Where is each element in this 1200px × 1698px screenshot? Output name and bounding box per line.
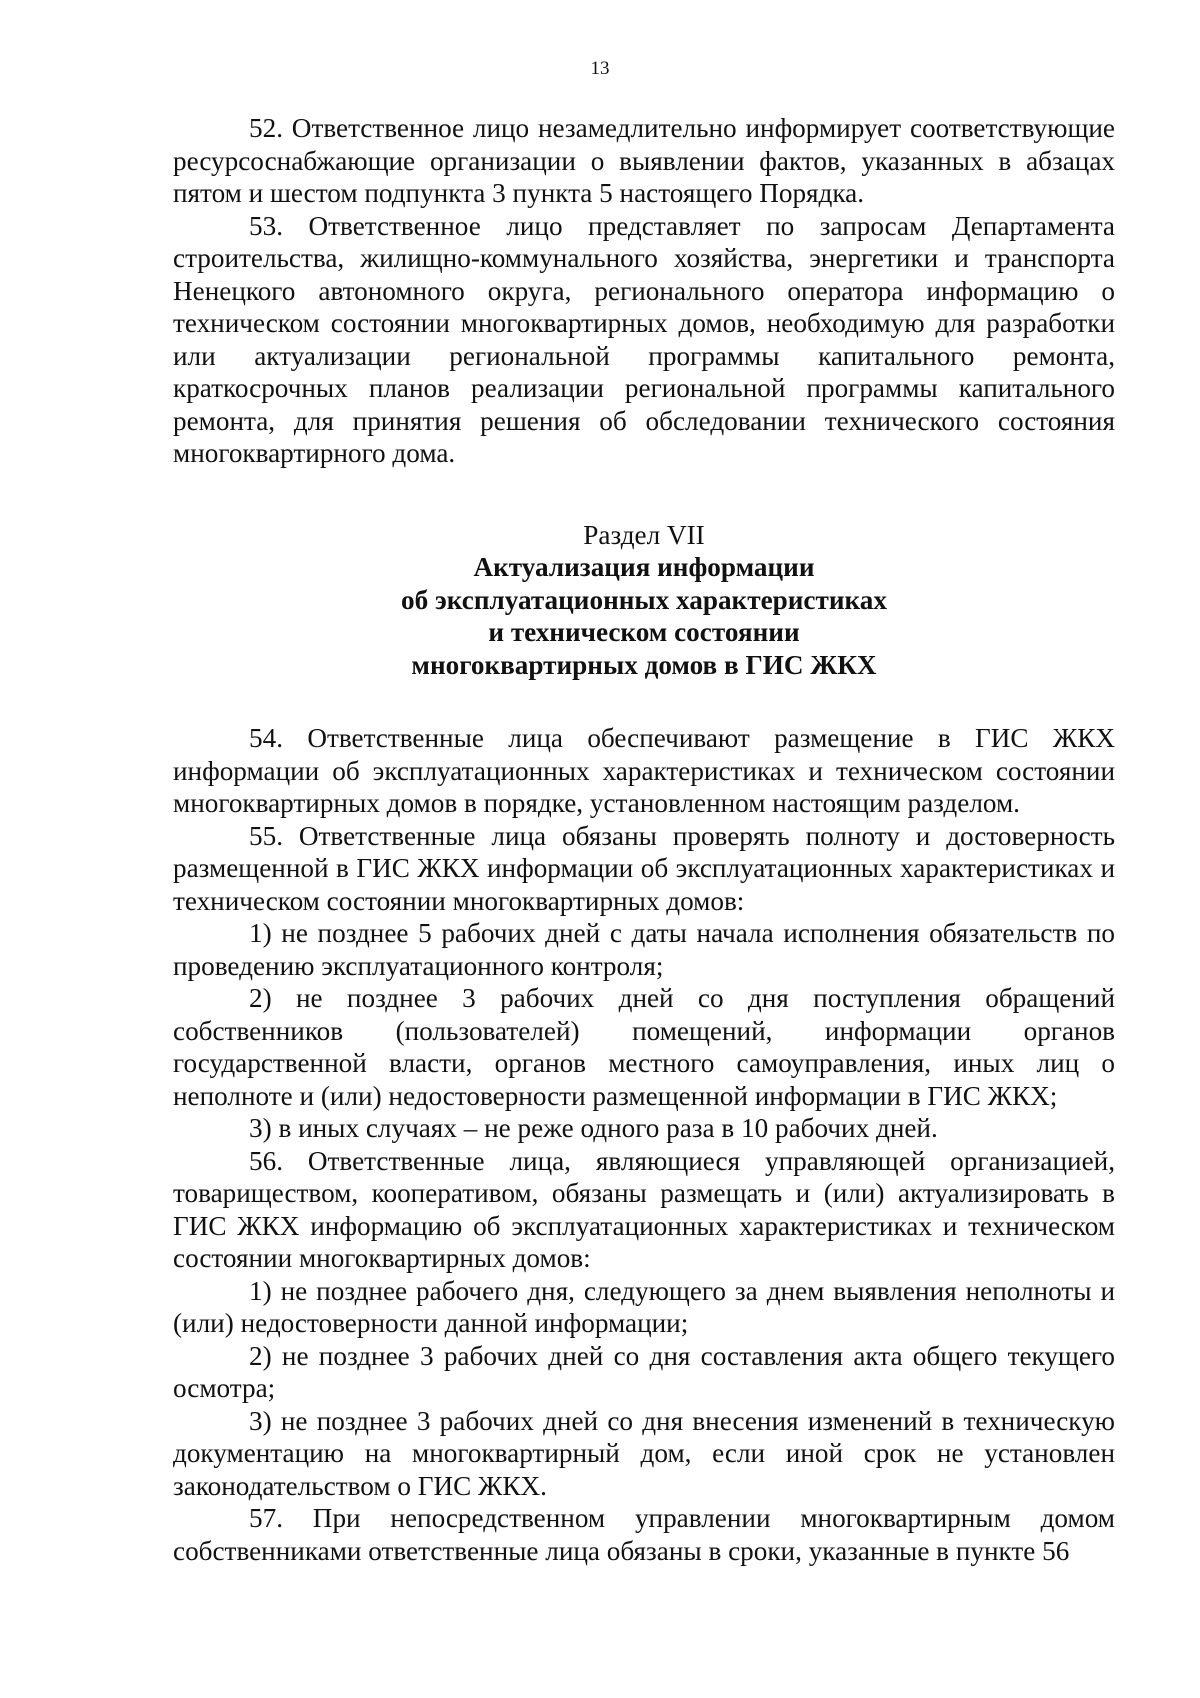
paragraph-55-item-1: 1) не позднее 5 рабочих дней с даты начала исполнения обязательств по проведению эксплуатационного контроля; (173, 918, 1115, 981)
paragraph-55-item-2: 2) не позднее 3 рабочих дней со дня поступления обращений собственников (пользователей) помещений, информации органов государственной власти, органов местного самоуправления, иных лиц о неполноте и (или) недостоверности размещенной информации в ГИС ЖКХ; (173, 983, 1115, 1111)
paragraph-55-item-3: 3) в иных случаях – не реже одного раза в 10 рабочих дней. (249, 1113, 938, 1143)
section-heading-line: и техническом состоянии (488, 617, 800, 647)
page-number: 13 (590, 58, 610, 79)
paragraph-56-item-3: 3) не позднее 3 рабочих дней со дня внесения изменений в техническую документацию на многоквартирный дом, если иной срок не установлен законодательством о ГИС ЖКХ. (173, 1405, 1115, 1501)
paragraph-56-item-1: 1) не позднее рабочего дня, следующего за днем выявления неполноты и (или) недостоверности данной информации; (173, 1275, 1115, 1338)
paragraph-53: 53. Ответственное лицо представляет по запросам Департамента строительства, жилищно-коммунального хозяйства, энергетики и транспорта Ненецкого автономного округа, регионального оператора информацию о техническом состоянии многоквартирных домов, необходимую для разработки или актуализации региональной программы капитального ремонта, краткосрочных планов реализации региональной программы капитального ремонта, для принятия решения об обследовании технического состояния многоквартирного дома. (173, 210, 1115, 468)
paragraph-57: 57. При непосредственном управлении многоквартирным домом собственниками ответственные лица обязаны в сроки, указанные в пункте 56 (173, 1503, 1115, 1566)
paragraph-52: 52. Ответственное лицо незамедлительно информирует соответствующие ресурсоснабжающие организации о выявлении фактов, указанных в абзацах пятом и шестом подпункта 3 пункта 5 настоящего Порядка. (173, 113, 1115, 208)
section-title: Раздел VII (583, 519, 705, 550)
section-header (173, 519, 1115, 682)
paragraph-56: 56. Ответственные лица, являющиеся управляющей организацией, товариществом, кооперативом, обязаны размещать и (или) актуализировать в ГИС ЖКХ информацию об эксплуатационных характеристиках и техническом состоянии многоквартирных домов: (173, 1145, 1115, 1273)
paragraph-54: 54. Ответственные лица обеспечивают размещение в ГИС ЖКХ информации об эксплуатационных характеристиках и техническом состоянии многоквартирных домов в порядке, установленном настоящим разделом. (173, 723, 1115, 818)
document-body (173, 112, 1115, 1567)
section-heading-line: об эксплуатационных характеристиках (401, 584, 887, 615)
section-heading-line: Актуализация информации (473, 552, 815, 582)
paragraph-55: 55. Ответственные лица обязаны проверять полноту и достоверность размещенной в ГИС ЖКХ информации об эксплуатационных характеристиках и техническом состоянии многоквартирных домов: (173, 820, 1115, 916)
section-heading-line: многоквартирных домов в ГИС ЖКХ (411, 649, 877, 680)
paragraph-56-item-2: 2) не позднее 3 рабочих дней со дня составления акта общего текущего осмотра; (173, 1340, 1115, 1403)
